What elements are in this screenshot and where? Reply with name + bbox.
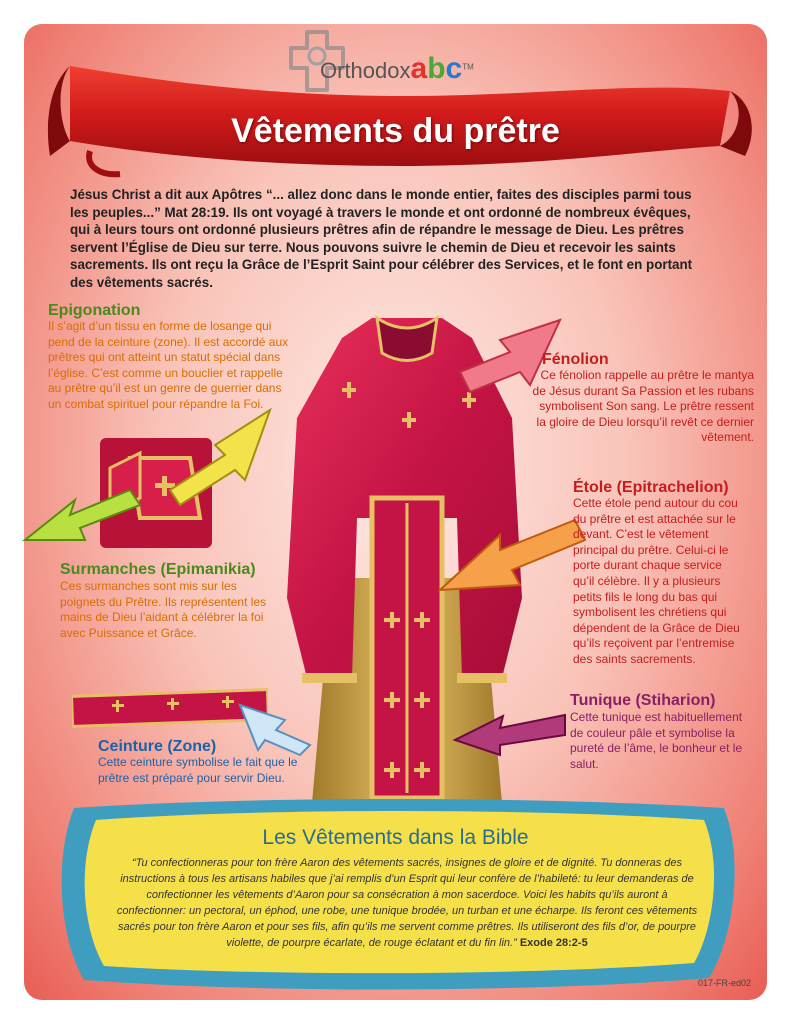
brand-accent: abc (410, 52, 463, 85)
tunique-text: Cette tunique est habituellement de couleur pâle et symbolise la pureté de l’âme, le bonheur et le salut. (570, 710, 743, 771)
etole-arrow-icon (440, 520, 585, 590)
epigonation-text: Il s’agit d’un tissu en forme de losange qui pend de la ceinture (zone). Il est accordé aux prêtres qui ont atteint un statut spécial dans l’église. C’est comme un bouclier et rappelle au prêtre qu’il est un genre de guerrier dans un combat spirituel pour répandre la Foi. (48, 319, 289, 411)
tunique-arrow-icon (455, 715, 565, 755)
trademark: TM (462, 62, 474, 72)
surmanches-text: Ces surmanches sont mis sur les poignets du Prêtre. Ils représentent les mains de Dieu l’aidant à célébrer la foi avec Puissance et Grâce. (60, 579, 267, 640)
fenolion-text: Ce fénolion rappelle au prêtre le mantya de Jésus durant Sa Passion et les rubans symbolisent Son sang. Le prêtre ressent la gloire de Dieu lorsqu’il revêt ce dernier vêtement. (532, 368, 754, 445)
surmanches-heading: Surmanches (Epimanikia) (60, 561, 256, 578)
tunique-heading: Tunique (Stiharion) (570, 692, 716, 709)
bible-quote: “Tu confectionneras pour ton frère Aaron des vêtements sacrés, insignes de gloire et de dignité. Tu donneras des instructions à tous les artisans habiles que j’ai remplis d’un Esprit qui leur confère de l’habileté: tu leur demanderas de confectionner les vêtements d’Aaron pour sa consécration à mon sacerdoce. Voici les habits qu’ils auront à confectionner: un pectoral, un éphod, une robe, une tunique brodée, un turban et une écharpe. Ils feront ces vêtements sacrés pour ton frère Aaron et pour ses fils, afin qu’ils me servent comme prêtres. Ils utiliseront des fils d’or, de pourpre violette, de pourpre écarlate, de rouge éclatant et du fin lin.” (116, 857, 698, 949)
epigonation-heading: Epigonation (48, 302, 141, 319)
fenolion-heading: Fénolion (542, 351, 609, 368)
page-title: Vêtements du prêtre (231, 112, 560, 150)
bible-title: Les Vêtements dans la Bible (262, 826, 529, 849)
bible-reference: Exode 28:2-5 (519, 937, 588, 949)
ceinture-heading: Ceinture (Zone) (98, 738, 217, 755)
brand-name: Orthodox (320, 58, 411, 83)
document-code: 017-FR-ed02 (698, 978, 752, 988)
surmanches-arrow-icon (25, 490, 140, 540)
ceinture-arrow-icon (240, 705, 310, 755)
etole-heading: Étole (Epitrachelion) (573, 479, 729, 496)
epigonation-arrow-icon (170, 410, 270, 505)
intro-paragraph: Jésus Christ a dit aux Apôtres “... allez donc dans le monde entier, faites des disciples parmi tous les peuples...” Mat 28:19. Ils ont voyagé à travers le monde et ont ordonné de nombreux évêques, qui à leurs tours ont ordonné plusieurs prêtres afin de répandre le message de Dieu. Les prêtres servent l’Église de Dieu sur terre. Nous pouvons suivre le chemin de Dieu et recevoir les saints sacrements. Ils ont reçu la Grâce de l’Esprit Saint pour célébrer des Services, et le font en portant des vêtements sacrés. (70, 187, 693, 290)
etole-text: Cette étole pend autour du cou du prêtre et est attachée sur le devant. C’est le vêtement principal du prêtre. Celui-ci le porte durant chaque service qu’il célèbre. Il y a plusieurs petits fils le long du bas qui symbolisent les chrétiens qui dépendent de la Grâce de Dieu qu’ils reçoivent par l’entremise des saints sacrements. (573, 496, 740, 666)
ceinture-text: Cette ceinture symbolise le fait que le prêtre est préparé pour servir Dieu. (98, 755, 298, 785)
bible-quote-block (112, 855, 702, 951)
